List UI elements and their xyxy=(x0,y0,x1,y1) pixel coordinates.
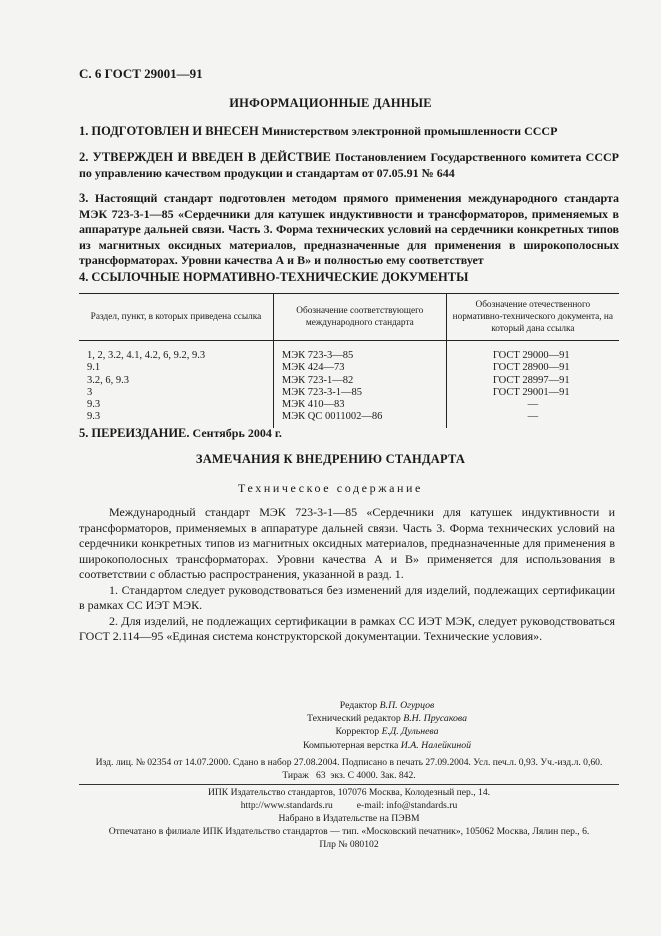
table-cell: 9.3 xyxy=(87,399,101,411)
table-cell: — xyxy=(446,411,619,427)
table-cell: МЭК 723-1—82 xyxy=(273,375,446,387)
item-lead: ССЫЛОЧНЫЕ НОРМАТИВНО-ТЕХНИЧЕСКИЕ ДОКУМЕНТЫ xyxy=(91,270,469,284)
pubinfo-line: Тираж 63 экз. С 4000. Зак. 842. xyxy=(282,770,416,781)
column-header: Раздел, пункт, в которых приведена ссылка xyxy=(79,294,273,341)
info-item-5 xyxy=(79,426,619,442)
info-item-2 xyxy=(79,150,619,181)
table-cell: МЭК 410—83 xyxy=(273,399,446,411)
info-item-1 xyxy=(79,124,619,140)
item-text: Сентябрь 2004 г. xyxy=(192,426,282,440)
info-item-3 xyxy=(79,191,619,269)
item-number: 4. xyxy=(79,270,89,284)
table-row xyxy=(79,387,619,399)
column-header: Обозначение отечественного нормативно-технического документа, на который дана ссылка xyxy=(446,294,619,341)
publication-info xyxy=(79,756,619,782)
table-cell: МЭК 723-3-1—85 xyxy=(273,387,446,399)
table-cell: 1, 2, 3.2, 4.1, 4.2, 6, 9.2, 9.3 xyxy=(87,350,206,361)
table-cell: МЭК 723-3—85 xyxy=(273,341,446,363)
paragraph: Международный стандарт МЭК 723-3-1—85 «Сердечники для катушек индуктивности и трансформаторов, применяемых в аппаратуре дальней связи. Часть 3. Форма технических условий на сердечники конкретных типов из магнитных оксидных материалов, предназначенные для применения в широкополосных трансформаторах. Уровни качества А и В» применяется для использования в соответствии с областью распространения, указанной в разд. 1. xyxy=(79,505,615,581)
item-number: 5. xyxy=(79,426,89,440)
info-item-4 xyxy=(79,270,619,286)
item-text: Постановлением Государственного комитета СССР по управлению качеством продукции и стандартам от 07.05.91 № 644 xyxy=(79,150,620,180)
table-cell: МЭК QC 0011002—86 xyxy=(273,411,446,427)
reference-documents-table xyxy=(79,293,619,428)
credit-line: Редактор В.П. Огурцов xyxy=(339,700,435,711)
paragraph: 1. Стандартом следует руководствоваться без изменений для изделий, подлежащих сертификации в рамках СС ИЭТ МЭК. xyxy=(79,582,615,612)
credit-line: Компьютерная верстка И.А. Налейкиной xyxy=(302,739,472,751)
table-cell: 9.1 xyxy=(87,362,101,374)
table-row xyxy=(79,399,619,411)
item-number: 2. xyxy=(79,150,89,164)
column-header: Обозначение соответствующего международного стандарта xyxy=(273,294,446,341)
imprint-line: http://www.standards.ru e-mail: info@standards.ru xyxy=(240,800,458,811)
imprint-line: ИПК Издательство стандартов, 107076 Москва, Колодезный пер., 14. xyxy=(207,787,491,798)
imprint-line: Набрано в Издательстве на ПЭВМ xyxy=(278,813,420,824)
editorial-credits xyxy=(237,699,537,752)
item-text: Настоящий стандарт подготовлен методом прямого применения международного стандарта МЭК 723-3-1—85 «Сердечники для катушек индуктивности и трансформаторов, применяемых в аппаратуре дальней связи. Часть 3. Форма технических условий на сердечники конкретных типов из магнитных оксидных материалов, предназначенные для применения в широкополосных трансформаторах. Уровни качества А и В» и полностью ему соответствует xyxy=(79,191,620,267)
remarks-body xyxy=(79,505,615,645)
table-row xyxy=(79,375,619,387)
table-cell: 3 xyxy=(87,386,93,398)
imprint-line: Отпечатано в филиале ИПК Издательство стандартов — тип. «Московский печатник», 105062 Москва, Лялин пер., 6. xyxy=(108,826,590,837)
table-cell: МЭК 424—73 xyxy=(273,362,446,374)
item-lead: ПОДГОТОВЛЕН И ВНЕСЕН xyxy=(91,124,259,138)
table-cell: ГОСТ 28900—91 xyxy=(446,362,619,374)
table-cell: ГОСТ 28997—91 xyxy=(446,375,619,387)
pubinfo-line: Изд. лиц. № 02354 от 14.07.2000. Сдано в набор 27.08.2004. Подписано в печать 27.09.2004. Усл. печ.л. 0,93. Уч.-изд.л. 0,60. xyxy=(95,757,603,768)
table-cell: ГОСТ 29000—91 xyxy=(446,341,619,363)
credit-line: Технический редактор В.Н. Прусакова xyxy=(306,713,468,725)
remarks-title: ЗАМЕЧАНИЯ К ВНЕДРЕНИЮ СТАНДАРТА xyxy=(195,452,466,466)
item-text: Министерством электронной промышленности СССР xyxy=(261,124,558,138)
table-header-row xyxy=(79,294,619,341)
paragraph: 2. Для изделий, не подлежащих сертификации в рамках СС ИЭТ МЭК, следует руководствоваться ГОСТ 2.114—95 «Единая система конструкторской документации. Технические условия». xyxy=(79,613,615,643)
publisher-imprint xyxy=(79,786,619,851)
tech-subtitle: Техническое содержание xyxy=(238,481,423,495)
table-cell: 3.2, 6, 9.3 xyxy=(87,374,129,386)
item-number: 1. xyxy=(79,124,89,138)
item-lead: ПЕРЕИЗДАНИЕ. xyxy=(91,426,190,440)
table-row xyxy=(79,362,619,374)
table-cell: — xyxy=(446,399,619,411)
imprint-line: Плр № 080102 xyxy=(319,839,379,850)
table-row xyxy=(79,341,619,363)
item-lead: УТВЕРЖДЕН И ВВЕДЕН В ДЕЙСТВИЕ xyxy=(92,150,331,164)
divider xyxy=(79,784,619,785)
table-cell: ГОСТ 29001—91 xyxy=(446,387,619,399)
info-title: ИНФОРМАЦИОННЫЕ ДАННЫЕ xyxy=(229,96,432,110)
page-header: С. 6 ГОСТ 29001—91 xyxy=(79,66,203,81)
credit-line: Корректор Е.Д. Дульнева xyxy=(335,726,439,738)
table-cell: 9.3 xyxy=(87,411,101,423)
item-number: 3. xyxy=(79,191,89,205)
